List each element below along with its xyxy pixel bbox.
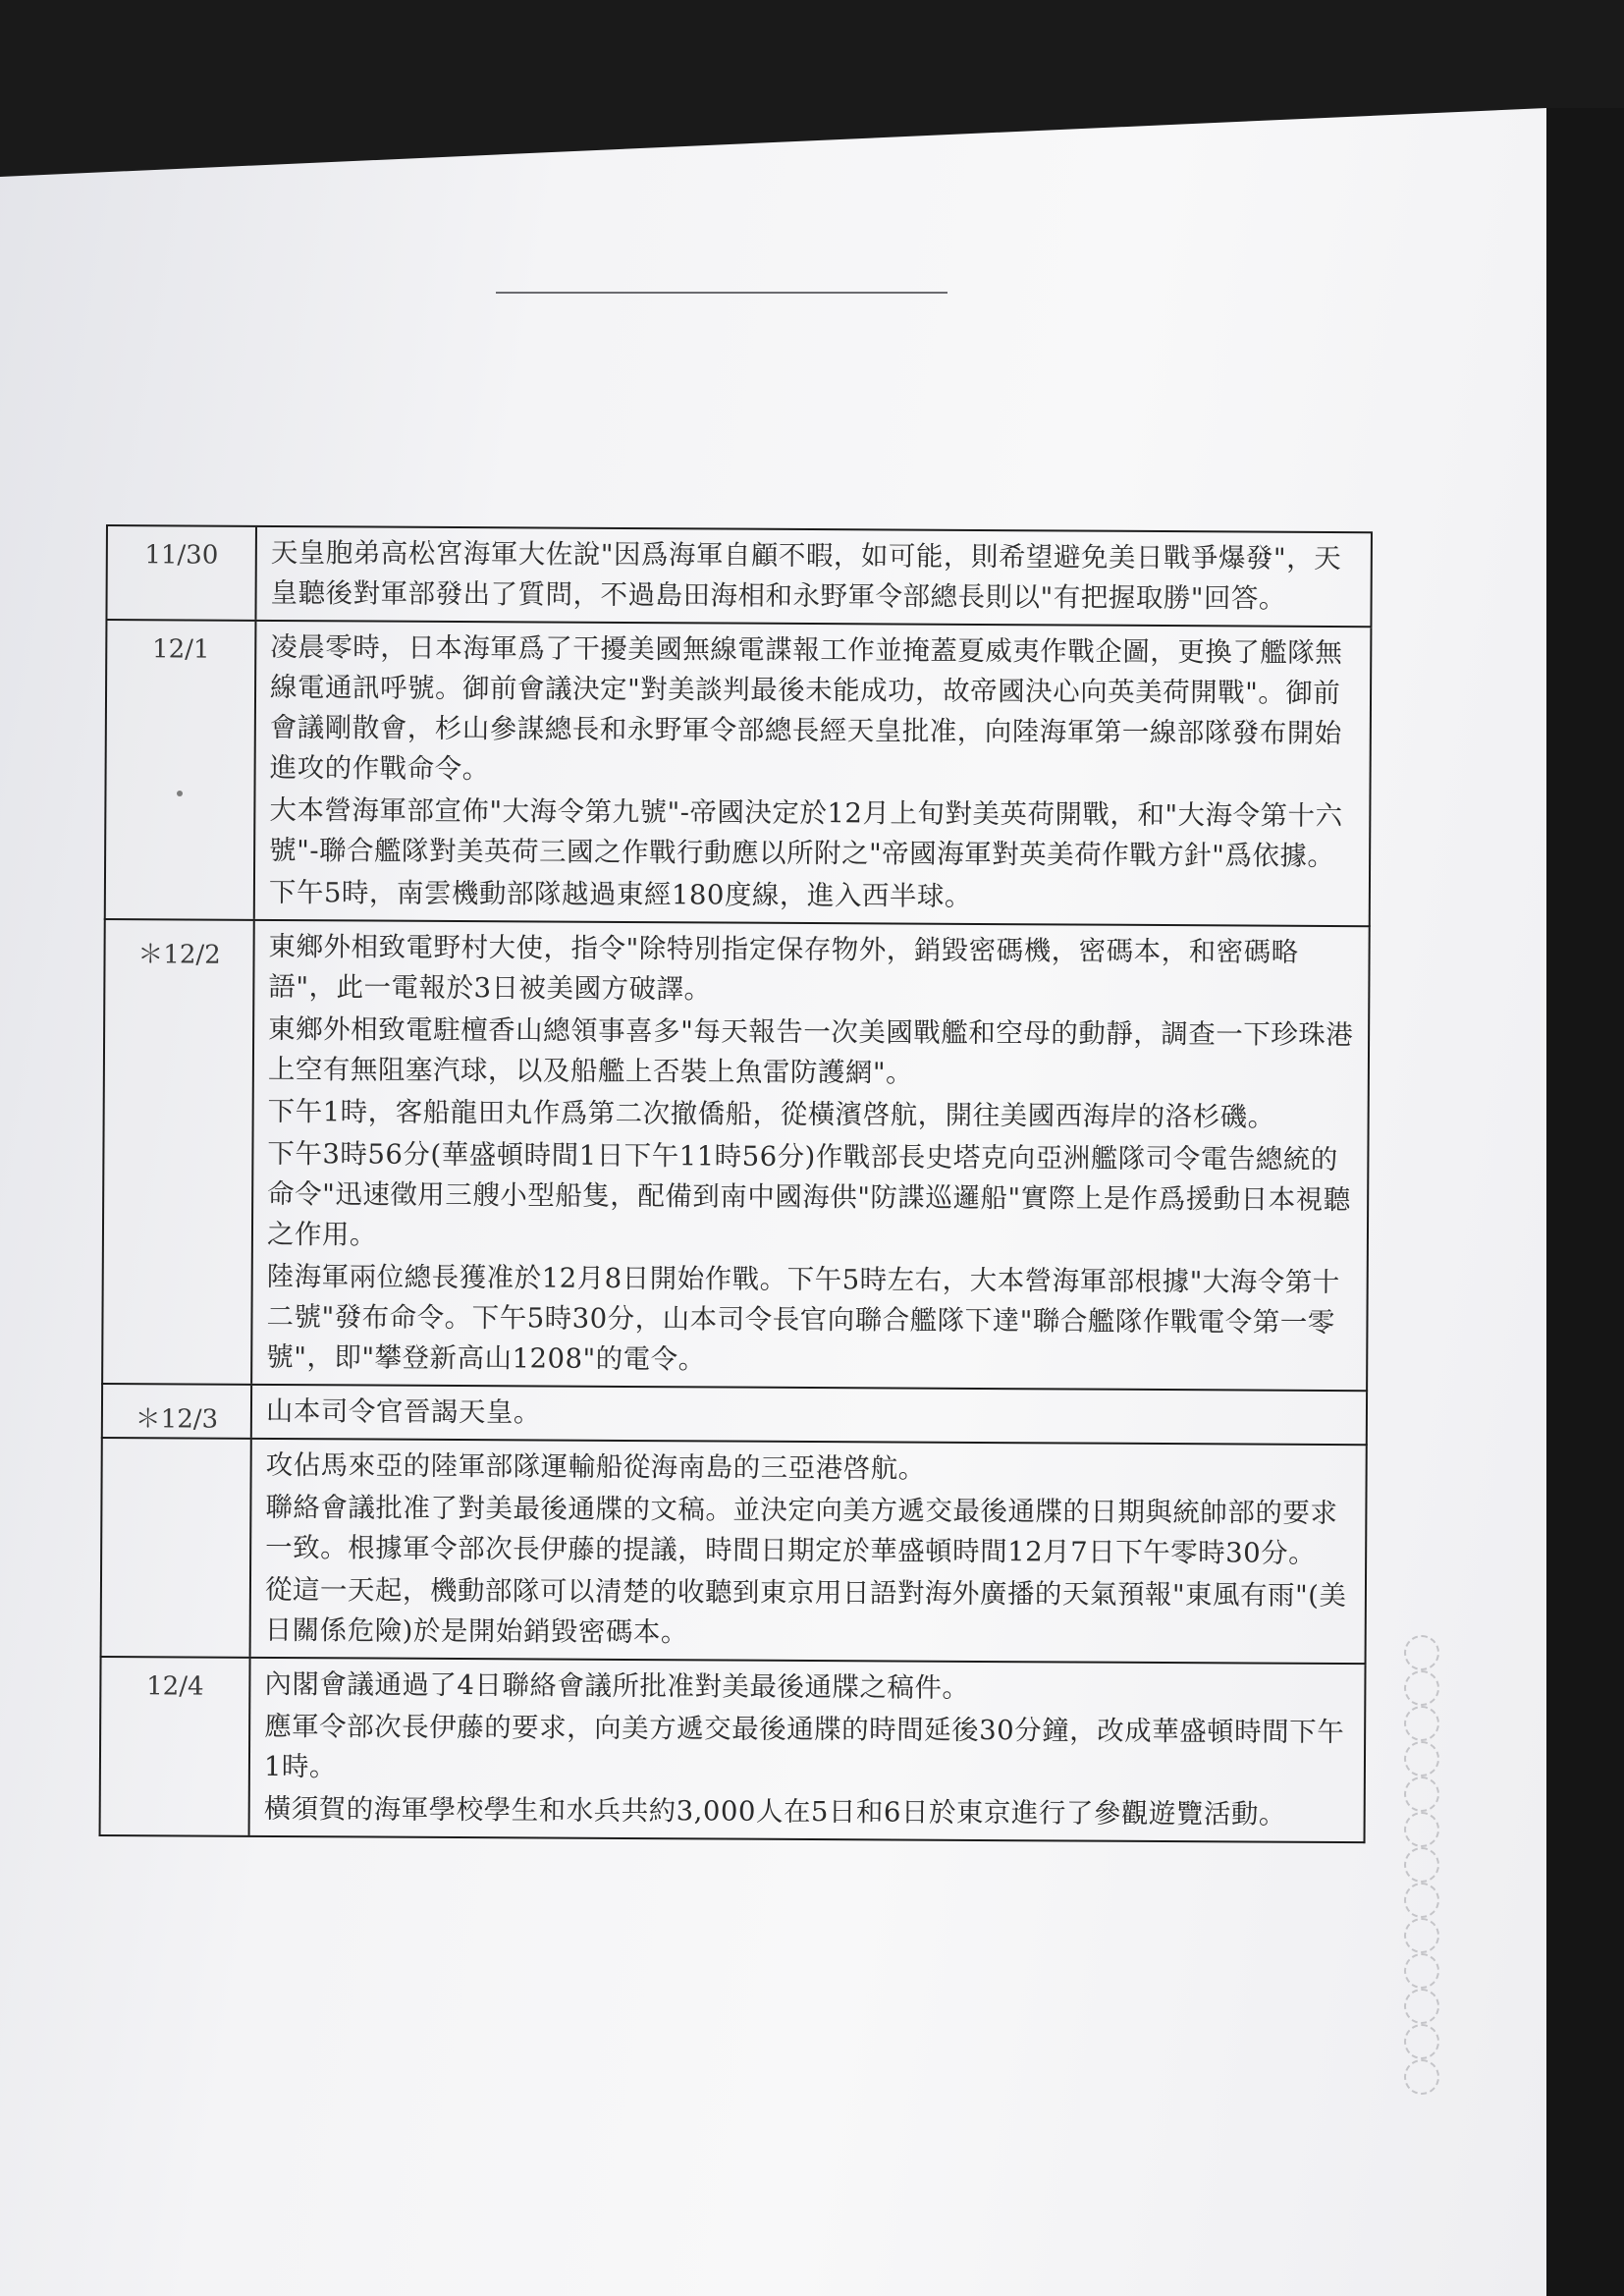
binder-hole [1404,1883,1439,1918]
binder-hole [1404,2059,1439,2095]
row-date: 11/30 [107,526,257,620]
entry-text: 應軍令部次長伊藤的要求，向美方遞交最後通牒的時間延後30分鐘，改成華盛頓時間下午1時。 [263,1710,1345,1783]
entry-text: 下午1時，客船龍田丸作爲第二次撤僑船，從橫濱啓航，開往美國西海岸的洛杉磯。 [267,1095,1275,1133]
timeline-row [100,1439,1368,1665]
timeline-row [101,920,1371,1392]
timeline-row [104,621,1373,927]
binder-hole [1404,2024,1439,2059]
binder-holes [1404,1635,1445,2126]
entry-text: 凌晨零時，日本海軍爲了干擾美國無線電諜報工作並掩蓋夏威夷作戰企圖，更換了艦隊無線電通訊呼號。御前會議決定"對美談判最後未能成功，故帝國決心向英美荷開戰"。御前會議剛散會，杉山參謀總長和永野軍令部總長經天皇批准，向陸海軍第一線部隊發布開始進攻的作戰命令。 [269,630,1343,786]
row-date: 12/1 [106,621,257,919]
entry-text: 聯絡會議批准了對美最後通牒的文稿。並決定向美方遞交最後通牒的日期與統帥部的要求一致。根據軍令部次長伊藤的提議，時間日期定於華盛頓時間12月7日下午零時30分。 [265,1491,1338,1569]
entry-text: 攻佔馬來亞的陸軍部隊運輸船從海南島的三亞港啓航。 [265,1449,926,1485]
entry-text: 下午3時56分(華盛頓時間1日下午11時56分)作戰部長史塔克向亞洲艦隊司令電告總統的命令"迅速徵用三艘小型船隻，配備到南中國海供"防諜巡邏船"實際上是作爲援動日本視聽之作用。 [266,1137,1351,1251]
entry-text: 內閣會議通過了4日聯絡會議所批准對美最後通牒之稿件。 [264,1667,970,1704]
entry-text: 橫須賀的海軍學校學生和水兵共約3,000人在5日和6日於東京進行了參觀遊覽活動。 [263,1792,1286,1831]
entry-text: 東鄉外相致電駐檀香山總領事喜多"每天報告一次美國戰艦和空母的動靜，調查一下珍珠港上空有無阻塞汽球，以及船艦上否裝上魚雷防護網"。 [267,1012,1354,1089]
row-content [255,622,1371,925]
row-content [252,1386,1366,1444]
timeline-table [99,524,1373,1843]
row-date: 12/4 [101,1658,251,1835]
header-rule [496,292,947,294]
binder-hole [1404,1706,1439,1741]
binder-hole [1404,1777,1439,1812]
binder-hole [1404,1989,1439,2024]
row-date: ＊12/2 [103,920,255,1384]
entry-text: 下午5時，南雲機動部隊越過東經180度線，進入西半球。 [268,876,972,912]
row-date: ＊12/3 [103,1385,252,1438]
binder-hole [1404,1812,1439,1847]
row-content [251,1440,1366,1663]
row-content [250,1659,1365,1841]
timeline-row [99,1658,1367,1843]
binder-hole [1404,1635,1439,1670]
row-content [256,527,1371,626]
binder-hole [1404,1953,1439,1989]
binder-hole [1404,1918,1439,1953]
binder-hole [1404,1847,1439,1883]
row-date [102,1439,252,1657]
entry-text: 大本營海軍部宣佈"大海令第九號"-帝國決定於12月上旬對美英荷開戰，和"大海令第十六號"-聯合艦隊對美英荷三國之作戰行動應以所附之"帝國海軍對英美荷作戰方針"爲依據。 [269,793,1343,872]
entry-text: 天皇胞弟高松宮海軍大佐說"因爲海軍自顧不暇，如可能，則希望避免美日戰爭爆發"，天皇聽後對軍部發出了質問，不過島田海相和永野軍令部總長則以"有把握取勝"回答。 [270,536,1342,615]
scan-border [1546,108,1624,2296]
entry-text: 山本司令官晉謁天皇。 [265,1394,542,1429]
binder-hole [1404,1670,1439,1706]
entry-text: 陸海軍兩位總長獲准於12月8日開始作戰。下午5時左右，大本營海軍部根據"大海令第十二號"發布命令。下午5時30分，山本司令長官向聯合艦隊下達"聯合艦隊作戰電令第一零號"，即"攀登新高山1208"的電令。 [266,1260,1340,1376]
timeline-row [105,524,1373,628]
entry-text: 從這一天起，機動部隊可以清楚的收聽到東京用日語對海外廣播的天氣預報"東風有雨"(美日關係危險)於是開始銷毀密碼本。 [264,1573,1347,1649]
binder-hole [1404,1741,1439,1777]
row-content [252,921,1369,1390]
entry-text: 東鄉外相致電野村大使，指令"除特別指定保存物外，銷毀密碼機，密碼本，和密碼略語"，此一電報於3日被美國方破譯。 [268,930,1299,1006]
timeline-row [101,1385,1368,1446]
